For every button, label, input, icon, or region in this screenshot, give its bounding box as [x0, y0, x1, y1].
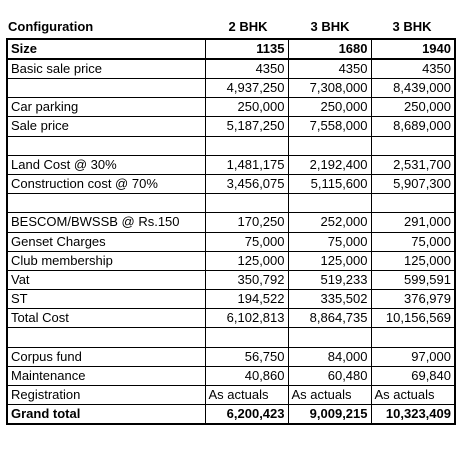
row-label: [7, 79, 205, 98]
row-value: 1135: [205, 39, 288, 59]
header-col-3: 3 BHK: [392, 19, 432, 34]
table-row: [7, 117, 455, 136]
row-label: Registration: [7, 386, 205, 405]
row-value: As actuals: [288, 386, 371, 405]
table-row: [7, 194, 455, 213]
cost-table: [6, 38, 456, 425]
header-col-1: 2 BHK: [228, 19, 268, 34]
row-value: 97,000: [371, 347, 455, 366]
row-value: 69,840: [371, 366, 455, 385]
row-value: 376,979: [371, 290, 455, 309]
table-row: [7, 328, 455, 347]
row-label: Vat: [7, 270, 205, 289]
row-value: 250,000: [371, 98, 455, 117]
row-label: Grand total: [7, 405, 205, 425]
row-value: 8,864,735: [288, 309, 371, 328]
row-value: As actuals: [371, 386, 455, 405]
row-value: 1,481,175: [205, 155, 288, 174]
row-value: [288, 136, 371, 155]
row-value: 75,000: [288, 232, 371, 251]
table-row: [7, 251, 455, 270]
row-value: 9,009,215: [288, 405, 371, 425]
table-row: [7, 405, 455, 425]
row-value: 252,000: [288, 213, 371, 232]
row-label: [7, 328, 205, 347]
row-label: BESCOM/BWSSB @ Rs.150: [7, 213, 205, 232]
row-value: 5,187,250: [205, 117, 288, 136]
row-value: 125,000: [205, 251, 288, 270]
row-value: 194,522: [205, 290, 288, 309]
row-value: [371, 194, 455, 213]
row-value: [288, 328, 371, 347]
row-value: 125,000: [288, 251, 371, 270]
table-row: [7, 39, 455, 59]
row-label: Genset Charges: [7, 232, 205, 251]
row-value: [371, 136, 455, 155]
table-row: [7, 290, 455, 309]
row-value: 4,937,250: [205, 79, 288, 98]
row-value: 10,323,409: [371, 405, 455, 425]
row-value: 40,860: [205, 366, 288, 385]
row-value: [205, 194, 288, 213]
row-value: 519,233: [288, 270, 371, 289]
row-label: Size: [7, 39, 205, 59]
row-value: 5,907,300: [371, 174, 455, 193]
row-value: 4350: [288, 59, 371, 79]
row-value: 56,750: [205, 347, 288, 366]
row-value: 7,308,000: [288, 79, 371, 98]
row-value: 84,000: [288, 347, 371, 366]
table-row: [7, 270, 455, 289]
header-configuration: Configuration: [8, 19, 94, 34]
table-row: [7, 79, 455, 98]
table-row: [7, 174, 455, 193]
row-value: [288, 194, 371, 213]
row-label: Sale price: [7, 117, 205, 136]
row-label: ST: [7, 290, 205, 309]
row-value: 6,200,423: [205, 405, 288, 425]
row-value: 250,000: [288, 98, 371, 117]
row-label: [7, 194, 205, 213]
row-value: 75,000: [371, 232, 455, 251]
table-header: [0, 16, 466, 36]
row-value: [205, 328, 288, 347]
row-value: 170,250: [205, 213, 288, 232]
row-value: 291,000: [371, 213, 455, 232]
row-value: 4350: [371, 59, 455, 79]
row-value: 599,591: [371, 270, 455, 289]
row-value: 60,480: [288, 366, 371, 385]
row-value: 8,689,000: [371, 117, 455, 136]
table-row: [7, 309, 455, 328]
row-label: Basic sale price: [7, 59, 205, 79]
table-row: [7, 136, 455, 155]
table-row: [7, 232, 455, 251]
table-row: [7, 213, 455, 232]
table-row: [7, 98, 455, 117]
table-row: [7, 347, 455, 366]
row-value: 1680: [288, 39, 371, 59]
row-value: 350,792: [205, 270, 288, 289]
row-value: [205, 136, 288, 155]
row-value: 335,502: [288, 290, 371, 309]
row-value: 75,000: [205, 232, 288, 251]
row-value: 4350: [205, 59, 288, 79]
row-label: Land Cost @ 30%: [7, 155, 205, 174]
row-value: As actuals: [205, 386, 288, 405]
row-value: 10,156,569: [371, 309, 455, 328]
row-value: 125,000: [371, 251, 455, 270]
row-label: Car parking: [7, 98, 205, 117]
row-value: 7,558,000: [288, 117, 371, 136]
row-value: 8,439,000: [371, 79, 455, 98]
row-label: Construction cost @ 70%: [7, 174, 205, 193]
table-row: [7, 366, 455, 385]
table-row: [7, 59, 455, 79]
row-value: 2,192,400: [288, 155, 371, 174]
row-label: [7, 136, 205, 155]
row-value: 250,000: [205, 98, 288, 117]
row-label: Total Cost: [7, 309, 205, 328]
table-row: [7, 386, 455, 405]
row-label: Corpus fund: [7, 347, 205, 366]
table-row: [7, 155, 455, 174]
row-value: 2,531,700: [371, 155, 455, 174]
row-label: Club membership: [7, 251, 205, 270]
row-label: Maintenance: [7, 366, 205, 385]
row-value: [371, 328, 455, 347]
header-col-2: 3 BHK: [310, 19, 350, 34]
row-value: 6,102,813: [205, 309, 288, 328]
row-value: 5,115,600: [288, 174, 371, 193]
row-value: 3,456,075: [205, 174, 288, 193]
row-value: 1940: [371, 39, 455, 59]
